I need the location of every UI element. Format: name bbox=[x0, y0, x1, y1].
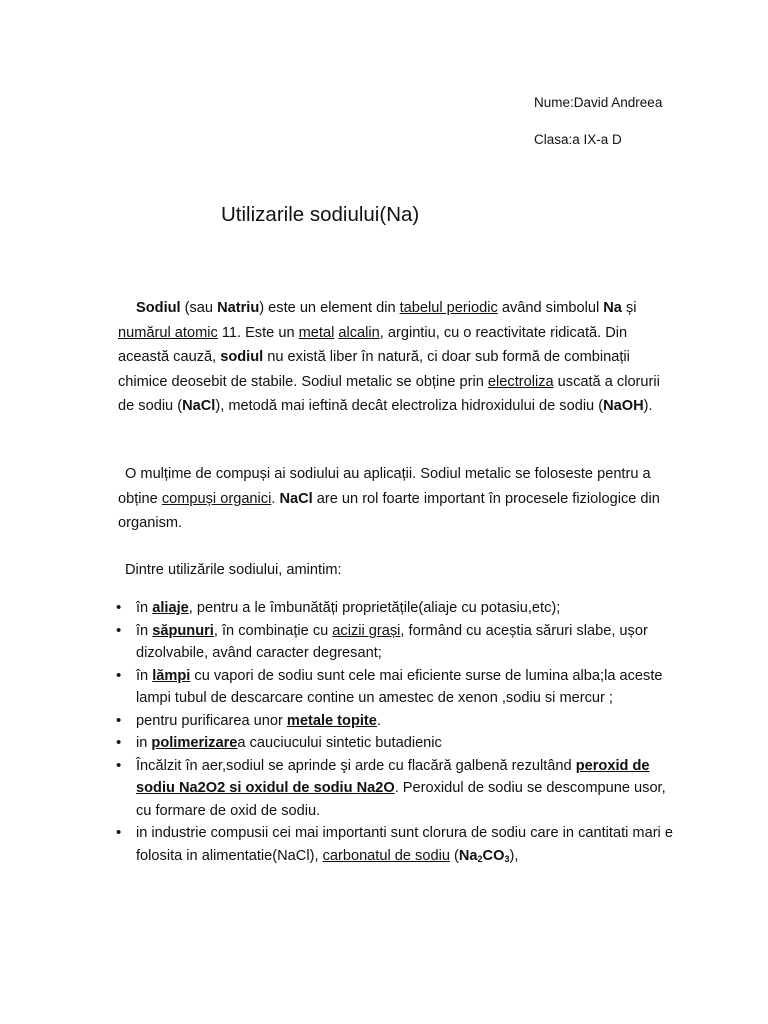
link-carbonatul-de-sodiu[interactable]: carbonatul de sodiu bbox=[322, 847, 450, 864]
uses-list bbox=[110, 597, 680, 867]
list-item bbox=[110, 710, 680, 733]
text-span: în bbox=[136, 667, 153, 684]
text-span: Na bbox=[458, 847, 478, 864]
link-electroliza[interactable]: electroliza bbox=[487, 373, 554, 390]
student-name: Nume:David Andreea bbox=[534, 95, 663, 110]
list-item bbox=[110, 620, 680, 665]
link-compusi-organici[interactable]: compuși organici bbox=[161, 490, 272, 507]
link-tabelul-periodic[interactable]: tabelul periodic bbox=[399, 300, 498, 316]
text-span: are un rol foarte important în procesele fiziologice din organism. bbox=[118, 490, 660, 531]
text-span: . bbox=[271, 490, 280, 507]
text-span: ), metodă mai ieftină decât electroliza hidroxidului de sodiu ( bbox=[215, 398, 604, 414]
text-span: ). bbox=[643, 398, 653, 414]
text-span: uscată a clorurii de sodiu ( bbox=[118, 373, 660, 414]
link-peroxid-de-sodiu[interactable]: peroxid de sodiu Na2O2 si oxidul de sodiu Na2O bbox=[136, 757, 650, 796]
text-span: , în combinație cu bbox=[213, 622, 333, 639]
subscript: 2 bbox=[477, 853, 483, 864]
formula-naoh: NaOH bbox=[603, 398, 644, 414]
symbol-na: Na bbox=[603, 300, 622, 316]
term-sodiul-2: sodiul bbox=[220, 349, 264, 365]
text-span: CO bbox=[482, 847, 505, 864]
text-span: , argintiu, cu o reactivitate ridicată. Din această cauză, bbox=[118, 324, 628, 365]
link-acizii-grasi[interactable]: acizii grași bbox=[332, 622, 401, 639]
link-lampi[interactable]: lămpi bbox=[152, 667, 191, 684]
text-span: având simbolul bbox=[497, 300, 604, 316]
text-span: in bbox=[136, 735, 152, 751]
student-class: Clasa:a IX-a D bbox=[534, 132, 622, 147]
text-span: ( bbox=[449, 847, 459, 864]
subscript: 3 bbox=[504, 853, 510, 864]
formula-nacl: NaCl bbox=[182, 398, 216, 414]
text-span: ) este un element din bbox=[259, 300, 400, 316]
text-span: și bbox=[621, 300, 637, 316]
list-item bbox=[110, 755, 680, 823]
link-polimerizare[interactable]: polimerizare bbox=[151, 735, 238, 751]
list-intro: Dintre utilizările sodiului, amintim: bbox=[125, 562, 342, 578]
term-sodiul: Sodiul bbox=[136, 300, 181, 316]
text-span: nu există liber în natură, ci doar sub formă de combinații chimice deosebit de stabile. Sodiul metalic se obține prin bbox=[118, 349, 630, 390]
text-span: , pentru a le îmbunătăți proprietățile(aliaje cu potasiu,etc); bbox=[188, 600, 561, 616]
list-item bbox=[110, 665, 680, 710]
intro-paragraph bbox=[118, 296, 678, 419]
link-alcalin[interactable]: alcalin bbox=[338, 324, 380, 341]
link-metal[interactable]: metal bbox=[298, 324, 335, 341]
text-span: 11. Este un bbox=[217, 324, 299, 341]
link-numarul-atomic[interactable]: numărul atomic bbox=[118, 324, 218, 341]
text-span: in industrie compusii cei mai importanti sunt clorura de sodiu care in cantitati mari e folosita in alimentatie(NaCl), bbox=[136, 825, 673, 864]
text-span: , formând cu aceștia săruri slabe, ușor dizolvabile, având caracter degresant; bbox=[136, 622, 648, 661]
text-span: O mulțime de compuși ai sodiului au aplicații. Sodiul metalic se foloseste pentru a obține bbox=[118, 466, 651, 507]
list-item bbox=[110, 732, 680, 755]
list-item bbox=[110, 822, 680, 867]
text-span: a cauciucului sintetic butadienic bbox=[237, 735, 442, 751]
text-span: în bbox=[136, 600, 153, 616]
term-natriu: Natriu bbox=[217, 300, 260, 316]
link-aliaje[interactable]: aliaje bbox=[152, 600, 189, 616]
link-metale-topite[interactable]: metale topite bbox=[286, 712, 377, 729]
formula-na2co3 bbox=[459, 848, 510, 864]
list-item bbox=[110, 597, 680, 620]
text-span: în bbox=[136, 622, 153, 639]
text-span: pentru purificarea unor bbox=[136, 712, 287, 729]
text-span: ), bbox=[509, 847, 519, 864]
text-span: . Peroxidul de sodiu se descompune usor, cu formare de oxid de sodiu. bbox=[136, 780, 666, 819]
document-title: Utilizarile sodiului(Na) bbox=[221, 203, 420, 226]
text-span: cu vapori de sodiu sunt cele mai eficiente surse de lumina alba;la aceste lampi tubul de descarcare contine un amestec de xenon ,sodiu si mercur ; bbox=[136, 667, 663, 706]
text-span: (sau bbox=[180, 300, 218, 316]
applications-paragraph bbox=[118, 462, 678, 536]
text-span: Încălzit în aer,sodiul se aprinde şi arde cu flacără galbenă rezultând bbox=[136, 757, 576, 774]
formula-nacl-2: NaCl bbox=[279, 490, 313, 507]
text-span: . bbox=[376, 712, 381, 729]
link-sapunuri[interactable]: săpunuri bbox=[152, 622, 214, 639]
